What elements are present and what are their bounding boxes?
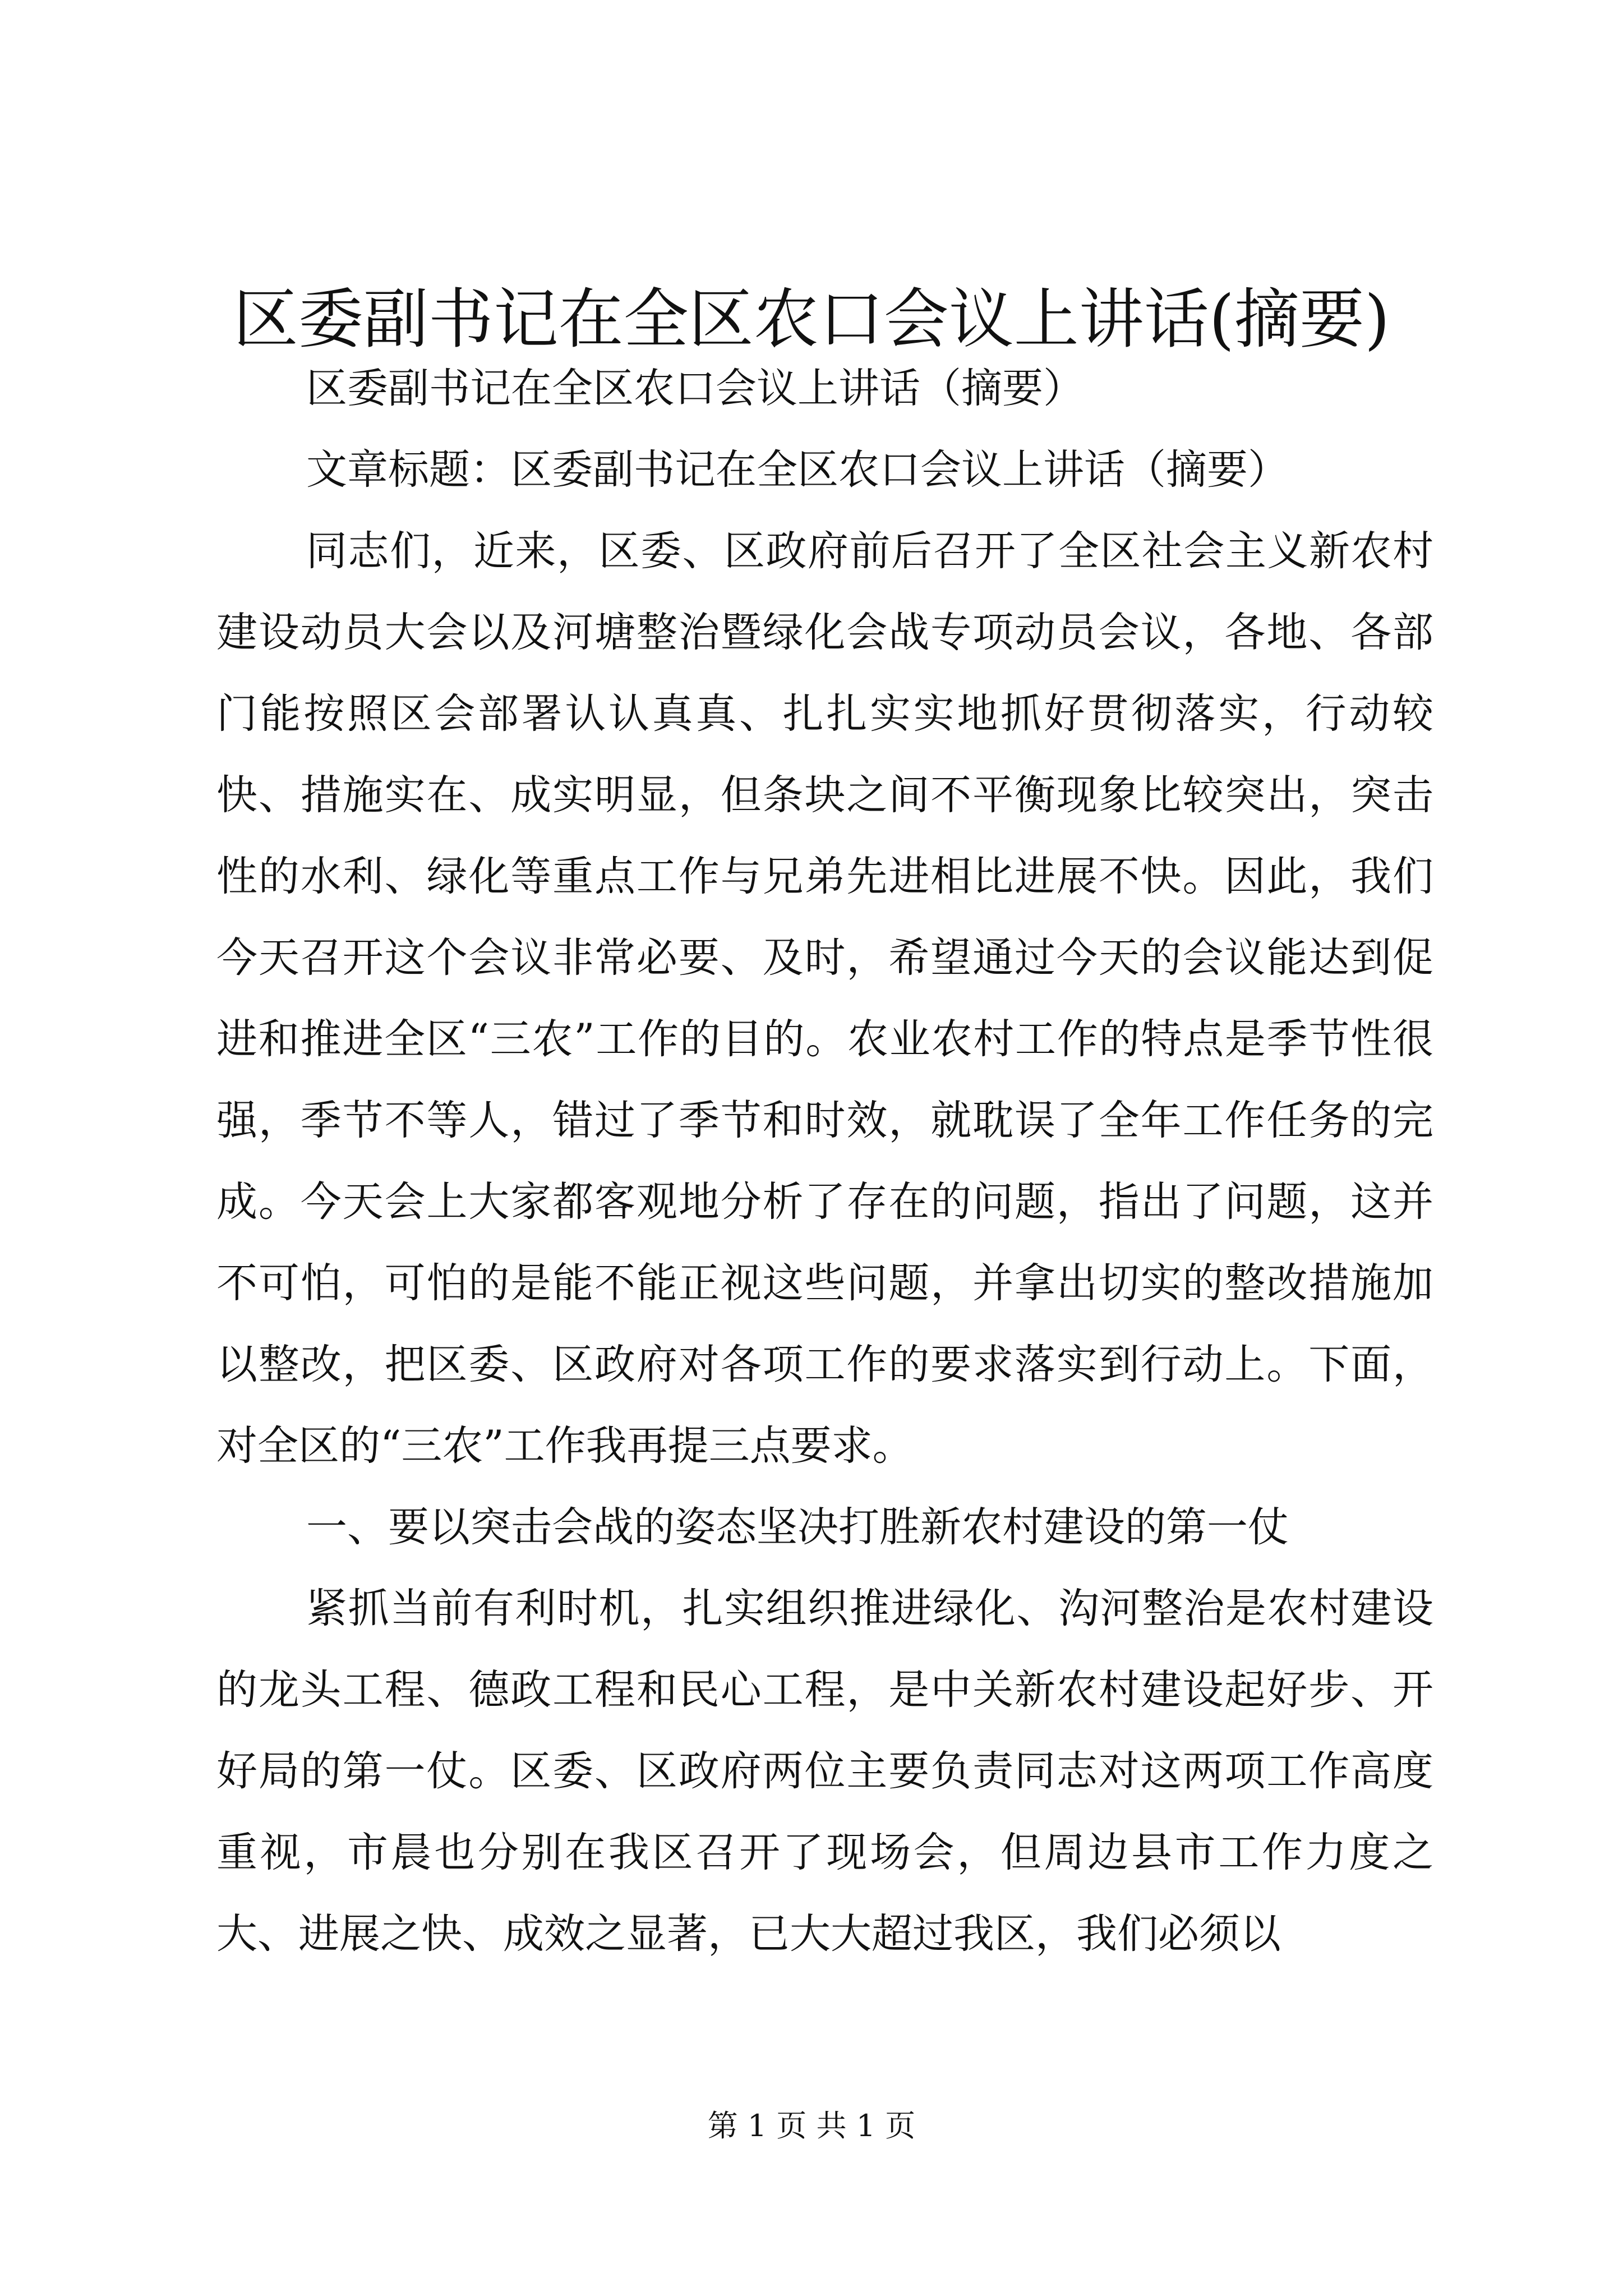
section-heading: 一、要以突击会战的姿态坚决打胜新农村建设的第一仗 [306, 1503, 1289, 1551]
subtitle-paragraph: 区委副书记在全区农口会议上讲话（摘要） [306, 365, 1084, 412]
document-body [216, 348, 1433, 1975]
page-footer: 第 1 页 共 1 页 [707, 2108, 916, 2143]
document-title: 区委副书记在全区农口会议上讲话(摘要) [233, 282, 1390, 357]
article-title-paragraph: 文章标题：区委副书记在全区农口会议上讲话（摘要） [306, 446, 1289, 494]
body-paragraph: 紧抓当前有利时机，扎实组织推进绿化、沟河整治是农村建设的龙头工程、德政工程和民心工程，是中关新农村建设起好步、开好局的第一仗。区委、区政府两位主要负责同志对这两项工作高度重视，市晨也分别在我区召开了现场会，但周边县市工作力度之大、进展之快、成效之显著，已大大超过我区，我们必须以 [216, 1585, 1433, 1958]
body-paragraph: 同志们，近来，区委、区政府前后召开了全区社会主义新农村建设动员大会以及河塘整治暨绿化会战专项动员会议，各地、各部门能按照区会部署认认真真、扎扎实实地抓好贯彻落实，行动较快、措施实在、成实明显，但条块之间不平衡现象比较突出，突击性的水利、绿化等重点工作与兄弟先进相比进展不快。因此，我们今天召开这个会议非常必要、及时，希望通过今天的会议能达到促进和推进全区“三农”工作的目的。农业农村工作的特点是季节性很强，季节不等人，错过了季节和时效，就耽误了全年工作任务的完成。今天会上大家都客观地分析了存在的问题，指出了问题，这并不可怕，可怕的是能不能正视这些问题，并拿出切实的整改措施加以整改，把区委、区政府对各项工作的要求落实到行动上。下面，对全区的“三农”工作我再提三点要求。 [216, 527, 1433, 1470]
